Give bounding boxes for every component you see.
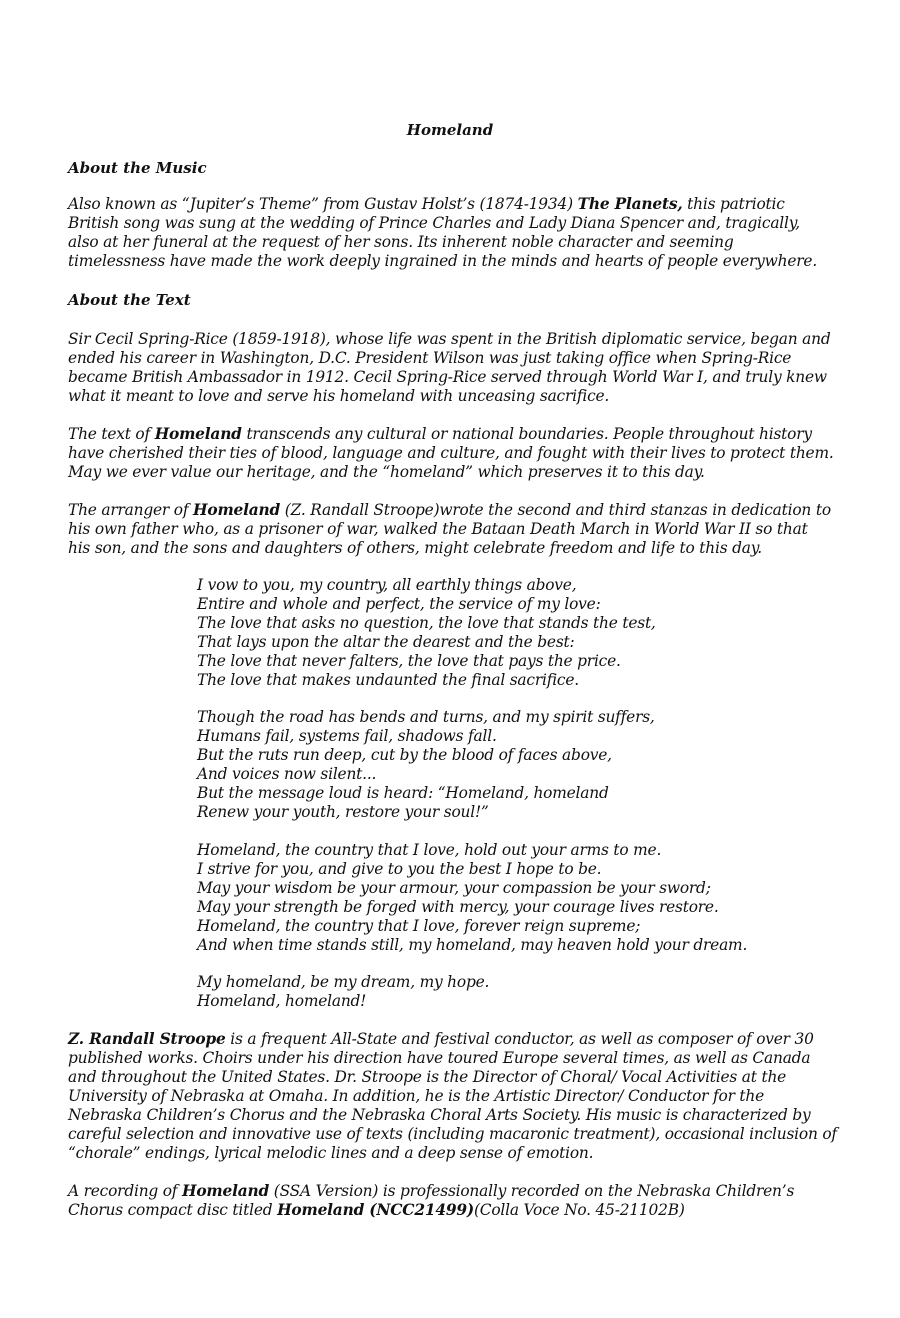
- verse-line: But the ruts run deep, cut by the blood of faces above,: [197, 746, 612, 764]
- verse-line: And voices now silent...: [197, 765, 377, 783]
- paragraph-line: British song was sung at the wedding of Prince Charles and Lady Diana Spencer and, tragically,: [68, 214, 800, 232]
- paragraph-line: University of Nebraska at Omaha. In addition, he is the Artistic Director/ Conductor for the: [68, 1087, 765, 1105]
- verse-line: Though the road has bends and turns, and my spirit suffers,: [197, 708, 655, 726]
- paragraph-line: Chorus compact disc titled Homeland (NCC21499)(Colla Voce No. 45-21102B): [68, 1201, 685, 1219]
- paragraph-line: timelessness have made the work deeply ingrained in the minds and hearts of people everywhere.: [68, 252, 818, 270]
- paragraph-line: The text of Homeland transcends any cultural or national boundaries. People throughout history: [68, 425, 812, 443]
- heading-about-music: About the Music: [68, 159, 207, 177]
- verse-stanza-4: [197, 973, 857, 1011]
- verse-line: Homeland, the country that I love, forever reign supreme;: [197, 917, 641, 935]
- paragraph-bio: [68, 1030, 858, 1163]
- paragraph-recording: [68, 1182, 858, 1220]
- paragraph-line: ended his career in Washington, D.C. President Wilson was just taking office when Spring-Rice: [68, 349, 792, 367]
- verse-line: I strive for you, and give to you the best I hope to be.: [197, 860, 602, 878]
- verse-line: That lays upon the altar the dearest and the best:: [197, 633, 575, 651]
- paragraph-line: Sir Cecil Spring-Rice (1859-1918), whose life was spent in the British diplomatic service, began and: [68, 330, 831, 348]
- verse-line: Renew your youth, restore your soul!”: [197, 803, 489, 821]
- paragraph-spring-rice: [68, 330, 858, 406]
- paragraph-line: careful selection and innovative use of texts (including macaronic treatment), occasional inclusion of: [68, 1125, 837, 1143]
- paragraph-line: Z. Randall Stroope is a frequent All-State and festival conductor, as well as composer of over 30: [68, 1030, 814, 1048]
- paragraph-arranger: [68, 501, 858, 558]
- verse-line: And when time stands still, my homeland, may heaven hold your dream.: [197, 936, 748, 954]
- verse-stanza-3: [197, 841, 857, 955]
- paragraph-line: his son, and the sons and daughters of others, might celebrate freedom and life to this day.: [68, 539, 762, 557]
- verse-line: The love that asks no question, the love that stands the test,: [197, 614, 656, 632]
- paragraph-line: his own father who, as a prisoner of war, walked the Bataan Death March in World War II so that: [68, 520, 808, 538]
- paragraph-line: became British Ambassador in 1912. Cecil Spring-Rice served through World War I, and truly knew: [68, 368, 827, 386]
- verse-stanza-2: [197, 708, 857, 822]
- heading-about-text: About the Text: [68, 291, 191, 309]
- verse-line: May your wisdom be your armour, your compassion be your sword;: [197, 879, 711, 897]
- paragraph-line: also at her funeral at the request of her sons. Its inherent noble character and seeming: [68, 233, 734, 251]
- paragraph-line: what it meant to love and serve his homeland with unceasing sacrifice.: [68, 387, 610, 405]
- paragraph-line: The arranger of Homeland (Z. Randall Stroope)wrote the second and third stanzas in dedication to: [68, 501, 831, 519]
- paragraph-line: have cherished their ties of blood, language and culture, and fought with their lives to protect them.: [68, 444, 834, 462]
- paragraph-about-music: [68, 195, 858, 271]
- verse-line: The love that never falters, the love that pays the price.: [197, 652, 621, 670]
- paragraph-line: Also known as “Jupiter’s Theme” from Gustav Holst’s (1874-1934) The Planets, this patriotic: [68, 195, 785, 213]
- paragraph-line: May we ever value our heritage, and the “homeland” which preserves it to this day.: [68, 463, 705, 481]
- paragraph-line: A recording of Homeland (SSA Version) is professionally recorded on the Nebraska Children’s: [68, 1182, 795, 1200]
- verse-line: Homeland, the country that I love, hold out your arms to me.: [197, 841, 662, 859]
- verse-line: Homeland, homeland!: [197, 992, 367, 1010]
- paragraph-line: “chorale” endings, lyrical melodic lines and a deep sense of emotion.: [68, 1144, 594, 1162]
- verse-line: I vow to you, my country, all earthly things above,: [197, 576, 577, 594]
- verse-line: But the message loud is heard: “Homeland, homeland: [197, 784, 609, 802]
- verse-line: May your strength be forged with mercy, your courage lives restore.: [197, 898, 719, 916]
- verse-line: The love that makes undaunted the final sacrifice.: [197, 671, 579, 689]
- verse-stanza-1: [197, 576, 857, 690]
- paragraph-line: published works. Choirs under his direction have toured Europe several times, as well as Canada: [68, 1049, 811, 1067]
- paragraph-line: Nebraska Children’s Chorus and the Nebraska Choral Arts Society. His music is characterized by: [68, 1106, 811, 1124]
- verse-line: My homeland, be my dream, my hope.: [197, 973, 490, 991]
- page-title: Homeland: [406, 121, 494, 139]
- verse-line: Humans fail, systems fail, shadows fall.: [197, 727, 497, 745]
- paragraph-line: and throughout the United States. Dr. Stroope is the Director of Choral/ Vocal Activities at the: [68, 1068, 787, 1086]
- verse-line: Entire and whole and perfect, the service of my love:: [197, 595, 601, 613]
- paragraph-text-of-homeland: [68, 425, 858, 482]
